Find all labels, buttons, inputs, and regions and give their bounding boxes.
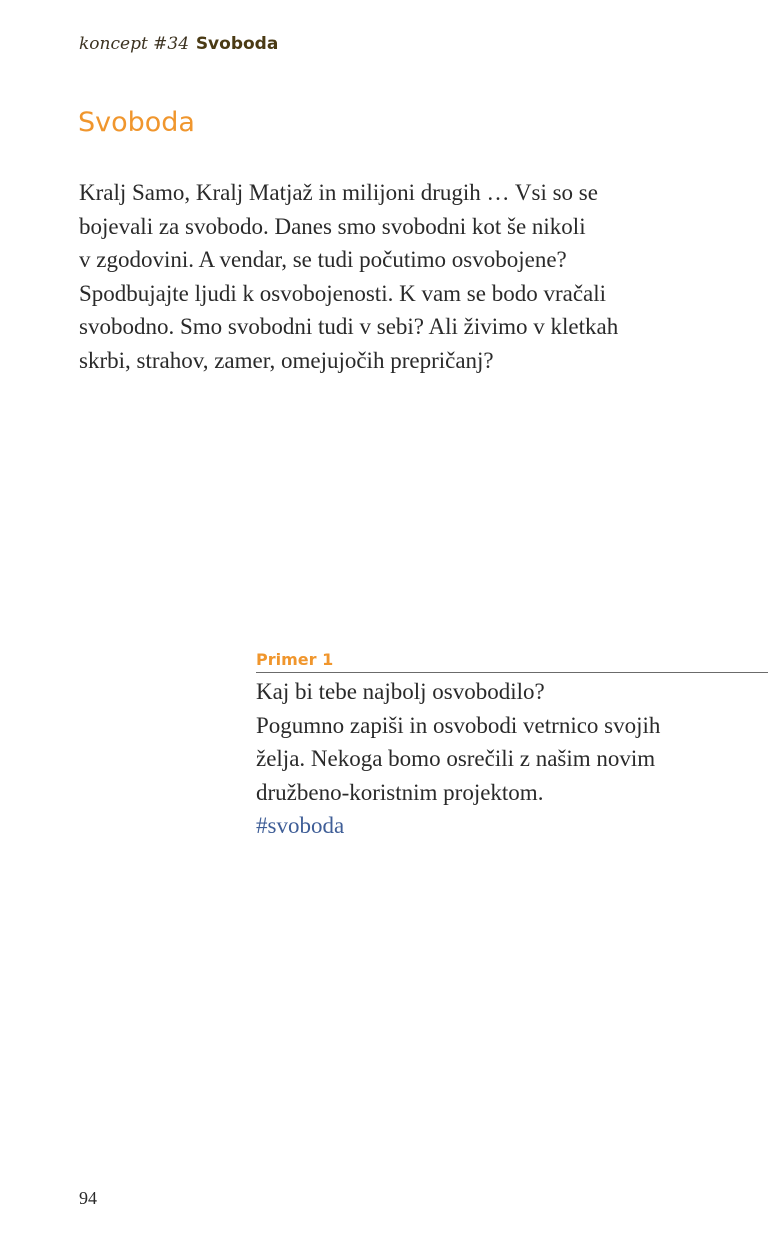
example-line: Kaj bi tebe najbolj osvobodilo? — [256, 679, 545, 704]
example-body — [256, 675, 768, 843]
body-line: Kralj Samo, Kralj Matjaž in milijoni drugih … Vsi so se — [79, 180, 598, 205]
example-box — [256, 648, 768, 843]
page-title: Svoboda — [78, 107, 195, 138]
body-line: v zgodovini. A vendar, se tudi počutimo osvobojene? — [79, 247, 567, 272]
running-head-concept: koncept #34 — [79, 34, 190, 54]
hashtag: #svoboda — [256, 813, 345, 838]
example-line: želja. Nekoga bomo osrečili z našim novim — [256, 746, 656, 771]
running-head — [79, 33, 278, 55]
body-line: skrbi, strahov, zamer, omejujočih prepričanj? — [79, 347, 494, 373]
body-paragraph — [79, 176, 719, 377]
page-number: 94 — [79, 1188, 97, 1208]
body-line: svobodno. Smo svobodni tudi v sebi? Ali živimo v kletkah — [79, 314, 619, 339]
example-heading: Primer 1 — [256, 648, 768, 673]
body-line: bojevali za svobodo. Danes smo svobodni kot še nikoli — [79, 213, 586, 239]
example-line: Pogumno zapiši in osvobodi vetrnico svojih — [256, 712, 661, 738]
body-line: Spodbujajte ljudi k osvobojenosti. K vam se bodo vračali — [79, 280, 607, 306]
running-head-title: Svoboda — [195, 34, 279, 54]
example-line: družbeno-koristnim projektom. — [256, 779, 544, 805]
